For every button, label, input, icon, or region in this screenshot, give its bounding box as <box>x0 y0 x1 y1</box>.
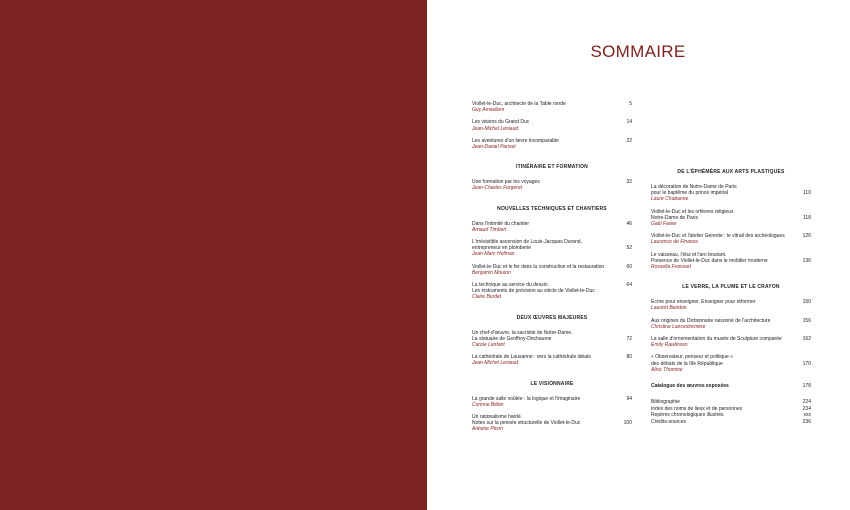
entry-title: La technique au service du dessin. Les instruments de précision au siècle de Viollet-le-Duc <box>472 282 595 295</box>
entry-author: Laure Chabanne <box>651 196 689 203</box>
toc-entry <box>472 101 632 113</box>
entry-title: Un chef-d'œuvre, la sacristie de Notre-Dame. La statuaire de Geoffroy-Dechaume <box>472 329 573 342</box>
toc-entry <box>472 414 632 433</box>
toc-entry <box>472 179 632 191</box>
entry-page: 170 <box>802 360 811 367</box>
section-heading: NOUVELLES TECHNIQUES ET CHANTIERS <box>497 205 607 212</box>
entry-title: L'irrésistible ascension de Louis-Jacques Durand, entrepreneur en plomberie <box>472 239 582 252</box>
page-title: SOMMAIRE <box>590 42 686 61</box>
entry-title: Les visions du Grand Duc <box>472 119 530 126</box>
entry-author: Gaël Favier <box>651 221 677 228</box>
toc-entry <box>651 354 811 373</box>
entry-page: 60 <box>626 263 632 270</box>
entry-title: La cathédrale de Lausanne : vers la cathédrale idéale <box>472 354 591 361</box>
entry-page: 234 <box>802 405 811 412</box>
entry-title: Écrire pour enseigner. Enseigner pour réformer <box>651 299 756 306</box>
entry-title: Aux origines du Dictionnaire raisonné de l'architecture <box>651 317 771 324</box>
section-heading: ITINÉRAIRE ET FORMATION <box>515 164 588 171</box>
entry-title: Dans l'intimité du chantier <box>472 220 530 227</box>
entry-author: Laurent Baridon <box>651 305 687 312</box>
entry-page: 32 <box>626 179 632 186</box>
entry-page: 110 <box>803 190 811 197</box>
entry-title: Le vaisseau, l'étui et l'arc-boutant. Présence de Viollet-le-Duc dans le mobilier moderne <box>651 251 768 264</box>
section-heading: DEUX ŒUVRES MAJEURES <box>516 314 588 321</box>
entry-page: 64 <box>626 282 632 289</box>
entry-page: 22 <box>626 137 632 144</box>
toc-entry <box>472 354 632 366</box>
entry-title: Un rationalisme hanté. Notes sur la pensée structurelle de Viollet-le-Duc <box>472 414 581 427</box>
toc-entry <box>651 252 811 271</box>
entry-author: Christine Lancestremère <box>651 323 706 330</box>
entry-page: 94 <box>626 395 632 402</box>
entry-title: Viollet-le-Duc et l'atelier Gérente : le vitrail des archéologues <box>651 233 785 240</box>
entry-page: 178 <box>802 383 811 390</box>
toc-entry <box>472 264 632 276</box>
entry-page: 5 <box>629 101 632 107</box>
toc-entry-annex <box>651 399 811 406</box>
entry-page: 52 <box>626 245 632 252</box>
entry-title: Catalogue des œuvres exposées <box>651 383 729 390</box>
entry-title: La décoration de Notre-Dame de Paris pour le baptême du prince impérial <box>651 184 737 197</box>
toc-entry <box>651 233 811 245</box>
entry-author: Jean-Michel Leniaud <box>472 125 519 132</box>
entry-page: 224 <box>802 399 811 406</box>
entry-author: Arnaud Timbert <box>472 226 507 233</box>
entry-page: 136 <box>802 257 811 264</box>
entry-author: Antoine Picon <box>472 426 503 433</box>
entry-author: Benjamin Mouton <box>472 269 511 276</box>
entry-title: Viollet-le-Duc et le fer dans la construction et la restauration <box>472 263 605 270</box>
toc-entry <box>472 138 632 150</box>
entry-page: 236 <box>802 419 811 426</box>
entry-title: Bibliographie <box>651 399 680 406</box>
entry-page: 162 <box>802 336 811 343</box>
entry-author: Carole Lenfant <box>472 342 505 349</box>
toc-entry <box>651 209 811 228</box>
entry-page: 72 <box>626 335 632 342</box>
entry-title: Les aventures d'un lievre incomparable <box>472 137 559 144</box>
entry-author: Emily Rawlinson <box>651 342 688 349</box>
toc-entry <box>651 184 811 203</box>
entry-title: Crédits-sources <box>651 419 687 426</box>
entry-title: Une formation par les voyages <box>472 179 540 186</box>
entry-author: Jean-Charles Forgeret <box>472 185 523 192</box>
toc-entry-annex <box>651 412 811 419</box>
entry-title: Viollet-le-Duc et les orfèvres religieux Notre-Dame de Paris <box>651 208 734 221</box>
entry-title: Viollet-le-Duc, architecte de la Table ronde <box>472 101 566 107</box>
toc-entry <box>472 330 632 349</box>
entry-title: La grande salle voûtée : la logique et l'imaginaire <box>472 395 581 402</box>
toc-entry <box>651 299 811 311</box>
entry-author: Laurence de Finance <box>651 239 698 246</box>
entry-author: Corinne Bélier <box>472 401 504 408</box>
entry-author: Claire Burdet <box>472 294 502 301</box>
entry-author: Jean-Daniel Pariset <box>472 144 516 151</box>
entry-page: 46 <box>626 220 632 227</box>
toc-entry <box>472 239 632 258</box>
entry-page: 126 <box>802 233 811 240</box>
toc-entry-annex <box>651 406 811 413</box>
entry-page: 150 <box>802 299 811 306</box>
toc-entry-catalogue <box>651 383 811 389</box>
toc-entry <box>651 318 811 330</box>
toc-entry <box>472 282 632 301</box>
entry-author: Jean-Michel Leniaud <box>472 360 519 367</box>
entry-title: « Observateur, penseur et politique » des débats de la IIIe République <box>651 354 733 367</box>
entry-page: 14 <box>626 119 632 126</box>
toc-entry <box>651 336 811 348</box>
toc-entry <box>472 396 632 408</box>
section-heading: DE L'ÉPHÉMÈRE AUX ARTS PLASTIQUES <box>677 169 785 175</box>
entry-page: 118 <box>803 214 811 221</box>
entry-page: 80 <box>626 354 632 361</box>
entry-title: Repères chronologiques illustrés <box>651 412 724 419</box>
entry-title: Index des noms de lieux et de personnes <box>651 405 743 412</box>
toc-column-right <box>651 169 811 426</box>
entry-page: 156 <box>802 317 811 324</box>
toc-group-intro <box>472 101 632 150</box>
entry-author: Rossella Froissart <box>651 264 692 271</box>
section-heading: LE VISIONNAIRE <box>530 380 574 387</box>
toc-entry <box>472 221 632 233</box>
section-heading: LE VERRE, LA PLUME ET LE CRAYON <box>682 284 780 291</box>
entry-author: Alice Thomine <box>651 366 683 373</box>
toc-entry <box>472 119 632 131</box>
entry-author: Guy Amsellem <box>472 107 505 114</box>
toc-entry-annex <box>651 419 811 426</box>
entry-page: xxx <box>803 412 811 419</box>
entry-page: 100 <box>623 420 632 427</box>
toc-column-left <box>472 101 632 439</box>
entry-author: Jean-Marc Hofman <box>472 251 515 258</box>
entry-title: La salle d'ornementation du musée de Sculpture comparée <box>651 336 782 343</box>
